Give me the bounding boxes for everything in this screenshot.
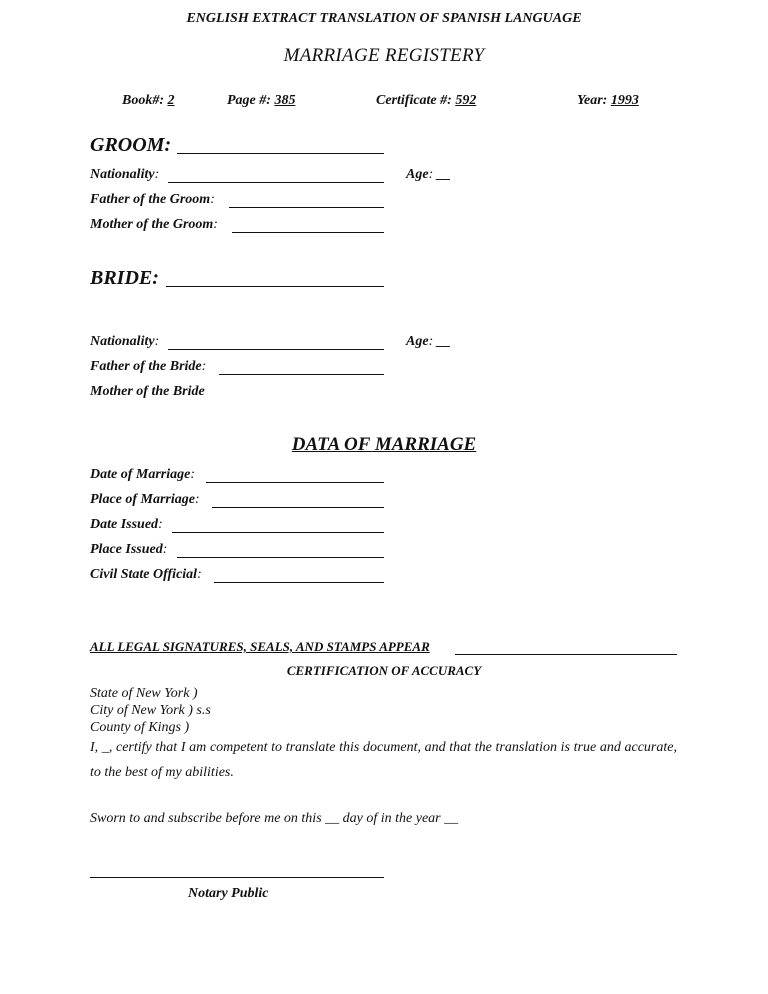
bride-father-row: Father of the Bride: (90, 359, 207, 374)
bride-nationality-row: Nationality: (90, 334, 160, 349)
bride-age: Age: __ (406, 334, 451, 349)
groom-mother-row: Mother of the Groom: (90, 217, 218, 232)
groom-age: Age: __ (406, 167, 451, 182)
bride-name-line (166, 286, 384, 287)
bride-heading: BRIDE: (90, 267, 159, 289)
civil-official-line (214, 582, 384, 583)
groom-nationality-line (168, 182, 384, 183)
groom-mother-line (232, 232, 384, 233)
date-of-marriage-row: Date of Marriage: (90, 467, 195, 482)
place-of-marriage-row: Place of Marriage: (90, 492, 200, 507)
year-field: Year: 1993 (577, 93, 639, 108)
book-field: Book#: 2 (122, 93, 175, 108)
bride-mother-row: Mother of the Bride (90, 384, 205, 399)
bride-father-line (219, 374, 384, 375)
groom-name-line (177, 153, 384, 154)
place-issued-line (177, 557, 384, 558)
civil-official-row: Civil State Official: (90, 567, 202, 582)
marriage-heading: DATA OF MARRIAGE (291, 434, 477, 455)
venue-city: City of New York ) s.s (90, 703, 211, 718)
certificate-field: Certificate #: 592 (376, 93, 477, 108)
document-subtitle: MARRIAGE REGISTERY (283, 45, 485, 66)
venue-county: County of Kings ) (90, 720, 190, 735)
certification-heading: CERTIFICATION OF ACCURACY (286, 663, 482, 678)
bride-nationality-line (168, 349, 384, 350)
translator-statement: I, _, certify that I am competent to translate this document, and that the translation is true and accurate, to the best of my abilities. (90, 740, 677, 780)
notary-signature-line (90, 877, 384, 878)
date-of-marriage-line (206, 482, 384, 483)
groom-heading: GROOM: (90, 134, 172, 156)
date-issued-row: Date Issued: (90, 517, 163, 532)
groom-father-row: Father of the Groom: (90, 192, 215, 207)
place-of-marriage-line (212, 507, 384, 508)
signatures-line (455, 654, 677, 655)
venue-state: State of New York ) (90, 686, 198, 701)
groom-father-line (229, 207, 384, 208)
page-field: Page #: 385 (227, 93, 296, 108)
groom-nationality-row: Nationality: (90, 167, 160, 182)
notary-label: Notary Public (188, 886, 269, 901)
signatures-statement: ALL LEGAL SIGNATURES, SEALS, AND STAMPS APPEAR (90, 639, 430, 654)
place-issued-row: Place Issued: (90, 542, 168, 557)
sworn-statement: Sworn to and subscribe before me on this __ day of in the year __ (90, 811, 459, 826)
date-issued-line (172, 532, 384, 533)
document-title: ENGLISH EXTRACT TRANSLATION OF SPANISH LANGUAGE (186, 11, 582, 26)
